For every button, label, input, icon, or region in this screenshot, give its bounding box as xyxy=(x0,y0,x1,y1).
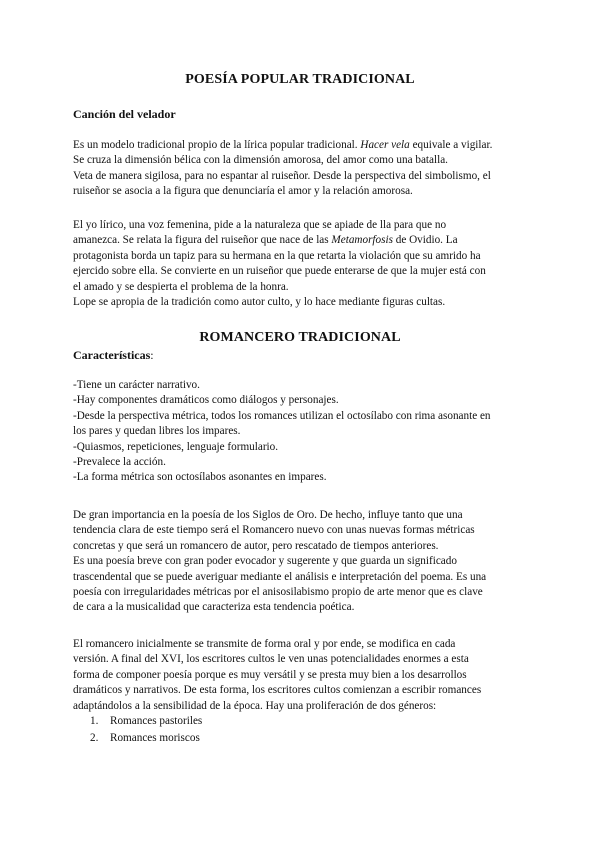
text-line: el amado y se despierta el problema de la honra. xyxy=(73,280,289,293)
text-line: poesía con irregularidades métricas por el anisosilabismo propio de arte menor que es clave xyxy=(73,586,483,599)
paragraph-importancia xyxy=(73,508,535,616)
text-line: versión. A final del XVI, los escritores cultos le ven unas potencialidades enormes a esta xyxy=(73,653,469,666)
list-item: 1. Romances pastoriles xyxy=(90,715,203,727)
paragraph-velador-intro xyxy=(73,138,535,200)
list-item: -Prevalece la acción. xyxy=(73,456,166,469)
list-item: -Hay componentes dramáticos como diálogos y personajes. xyxy=(73,394,339,407)
text-line: ruiseñor se asocia a la figura que denunciaría el amor y la relación amorosa. xyxy=(73,185,413,198)
text-line: trascendental que se puede averiguar mediante el análisis e interpretación del poema. Es una xyxy=(73,570,487,583)
text-line: amanezca. Se relata la figura del ruiseñor que nace de las Metamorfosis de Ovidio. La xyxy=(73,234,458,247)
text-line: De gran importancia en la poesía de los Siglos de Oro. De hecho, influye tanto que una xyxy=(73,509,463,521)
second-title: ROMANCERO TRADICIONAL xyxy=(199,330,401,345)
main-title: POESÍA POPULAR TRADICIONAL xyxy=(185,72,415,87)
paragraph-transmision xyxy=(73,637,535,714)
text-line: concretas y que será un romancero de autor, pero rescatado de tiempos anteriores. xyxy=(73,539,439,552)
text-line: ejercido sobre ella. Se convierte en un ruiseñor que puede enterarse de que la mujer está con xyxy=(73,265,486,278)
text-line: de cara a la musicalidad que caracteriza esta tendencia poética. xyxy=(73,601,355,614)
list-item: 2. Romances moriscos xyxy=(90,732,200,744)
text-line: adaptándolos a la sensibilidad de la época. Hay una proliferación de dos géneros: xyxy=(73,699,437,712)
section-heading-velador: Canción del velador xyxy=(73,107,176,121)
genres-list xyxy=(90,713,202,747)
text-line: Es un modelo tradicional propio de la lírica popular tradicional. Hacer vela equivale a vigilar. xyxy=(73,139,493,151)
text-line: Lope se apropia de la tradición como autor culto, y lo hace mediante figuras cultas. xyxy=(73,296,446,309)
text-line: El yo lírico, una voz femenina, pide a la naturaleza que se apiade de lla para que no xyxy=(73,219,447,231)
text-line: dramáticos y narrativos. De esta forma, los escritores cultos comienzan a escribir romances xyxy=(73,684,482,697)
text-line: forma de componer poesía porque es muy versátil y se presta muy bien a los desarrollos xyxy=(73,668,467,681)
text-line: Es una poesía breve con gran poder evocador y sugerente y que guarda un significado xyxy=(73,555,457,568)
paragraph-velador-yo-lirico xyxy=(73,218,535,310)
text-line: Se cruza la dimensión bélica con la dimensión amorosa, del amor como una batalla. xyxy=(73,154,448,167)
text-line: protagonista borda un tapiz para su hermana en la que retarta la violación que su amrido ha xyxy=(73,249,481,262)
text-line: tendencia clara de este tiempo será el Romancero nuevo con unas nuevas formas métricas xyxy=(73,524,475,537)
list-item: -Tiene un carácter narrativo. xyxy=(73,379,200,391)
section-heading-caracteristicas: Características: xyxy=(73,348,154,362)
list-item: -La forma métrica son octosílabos asonantes en impares. xyxy=(73,471,327,484)
list-item: los pares y quedan libres los impares. xyxy=(73,425,241,438)
text-line: Veta de manera sigilosa, para no espantar al ruiseñor. Desde la perspectiva del simbolismo, el xyxy=(73,169,491,182)
list-item: -Desde la perspectiva métrica, todos los romances utilizan el octosílabo con rima asonante en xyxy=(73,409,491,422)
list-item: -Quiasmos, repeticiones, lenguaje formulario. xyxy=(73,440,279,453)
text-line: El romancero inicialmente se transmite de forma oral y por ende, se modifica en cada xyxy=(73,638,456,650)
characteristics-list xyxy=(73,378,535,486)
